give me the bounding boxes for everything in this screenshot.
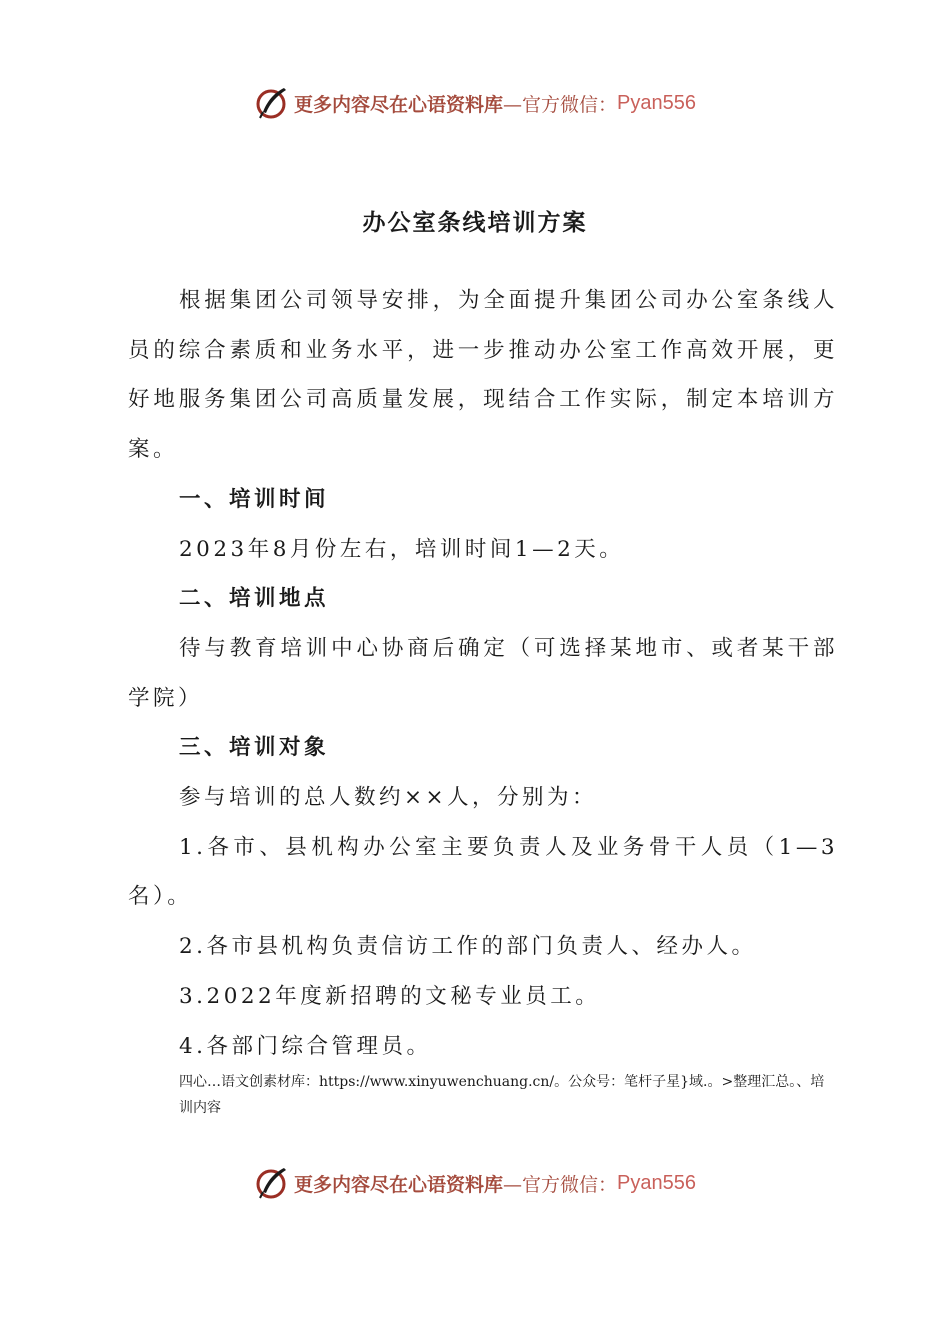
quill-pen-circle-icon	[254, 85, 290, 121]
section-text-time: 2023年8月份左右，培训时间1—2天。	[179, 536, 625, 562]
section-heading-audience: 三、培训对象	[179, 735, 330, 761]
banner-wechat-id: Pyan556	[617, 91, 696, 114]
footer-banner	[0, 1163, 950, 1203]
banner-wechat-label: —官方微信：	[503, 93, 618, 116]
list-item: 4.各部门综合管理员。	[179, 1033, 432, 1059]
list-item: 2.各市县机构负责信访工作的部门负责人、经办人。	[179, 934, 757, 960]
quill-pen-circle-icon	[254, 1165, 290, 1201]
document-body	[128, 276, 838, 1071]
banner-slogan: 更多内容尽在心语资料库	[294, 93, 504, 116]
document-title: 办公室条线培训方案	[362, 209, 588, 236]
section-heading-location: 二、培训地点	[179, 586, 330, 612]
banner-slogan: 更多内容尽在心语资料库	[294, 1173, 504, 1196]
source-note	[128, 1069, 838, 1121]
source-note-text: 四心…语文创素材库：https://www.xinyuwenchuang.cn/。公众号：笔杆子星}域.。>整理汇总。、培训内容	[179, 1074, 825, 1116]
section-heading-time: 一、培训时间	[179, 486, 330, 512]
header-banner	[0, 83, 950, 123]
list-item: 3.2022年度新招聘的文秘专业员工。	[179, 983, 601, 1009]
list-item: 1.各市、县机构办公室主要负责人及业务骨干人员（1—3名）。	[128, 834, 838, 910]
section-text-location: 待与教育培训中心协商后确定（可选择某地市、或者某干部学院）	[128, 635, 838, 711]
intro-paragraph: 根据集团公司领导安排，为全面提升集团公司办公室条线人员的综合素质和业务水平，进一步推动办公室工作高效开展，更好地服务集团公司高质量发展，现结合工作实际，制定本培训方案。	[128, 288, 838, 463]
banner-wechat-label: —官方微信：	[503, 1173, 618, 1196]
section-text-audience: 参与培训的总人数约××人，分别为：	[179, 785, 598, 811]
banner-wechat-id: Pyan556	[617, 1171, 696, 1194]
